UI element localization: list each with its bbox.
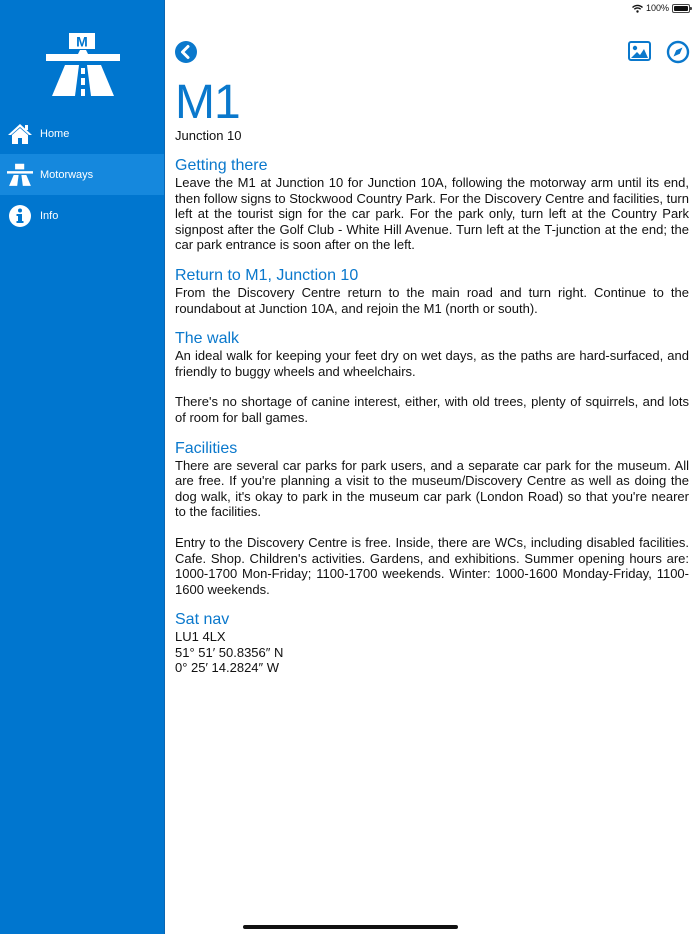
info-icon xyxy=(7,203,33,229)
gallery-button[interactable] xyxy=(628,41,651,66)
motorway-icon xyxy=(7,162,33,188)
battery-percent: 100% xyxy=(645,3,669,13)
chevron-left-icon xyxy=(174,40,198,64)
section-paragraph: An ideal walk for keeping your feet dry on wet days, as the paths are hard-surfaced, and friendly to buggy wheels and wheelchairs. xyxy=(175,348,689,379)
main-content xyxy=(175,78,689,676)
section-paragraph: From the Discovery Centre return to the main road and turn right. Continue to the roundabout at Junction 10A, and rejoin the M1 (north or south). xyxy=(175,284,689,316)
map-button[interactable] xyxy=(666,40,690,69)
section-paragraph: There's no shortage of canine interest, either, with old trees, plenty of squirrels, and lots of room for ball games. xyxy=(175,394,689,425)
sidebar-item-home[interactable] xyxy=(0,113,164,154)
sidebar-item-label: Motorways xyxy=(40,168,94,181)
section-paragraph: Leave the M1 at Junction 10 for Junction 10A, following the motorway arm until its end, then follow signs to Stockwood Country Park. For the Discovery Centre and facilities, turn left at the tourist sign for the car park. For the park only, turn left at the Country Park signpost after the Golf Club - White Hill Avenue. Turn left at the T-junction at the end; the car park entrance is soon after on the left. xyxy=(175,175,689,253)
svg-text:M: M xyxy=(76,33,88,50)
page-subtitle: Junction 10 xyxy=(175,128,242,143)
sidebar-item-motorways[interactable] xyxy=(0,154,164,195)
house-icon xyxy=(7,121,33,147)
section-heading: Facilities xyxy=(175,439,238,457)
satnav-postcode: LU1 4LX xyxy=(175,629,226,645)
satnav-longitude: 0° 25′ 14.2824″ W xyxy=(175,660,280,676)
section-paragraph: Entry to the Discovery Centre is free. Inside, there are WCs, including disabled facilities. Cafe. Shop. Children's activities. Gardens, and exhibitions. Summer opening hours are: 1000-1700 Mon-Friday; 1100-1700 weekends. Winter: 1000-1600 Monday-Friday, 1100-1600 weekends. xyxy=(175,534,689,597)
image-icon xyxy=(628,41,651,61)
back-button[interactable] xyxy=(174,40,198,69)
section-heading: Return to M1, Junction 10 xyxy=(175,266,359,284)
section-heading: The walk xyxy=(175,330,240,348)
page-title: M1 xyxy=(175,76,240,129)
satnav-latitude: 51° 51′ 50.8356″ N xyxy=(175,644,284,660)
section-paragraph: There are several car parks for park users, and a separate car park for the museum. All are free. If you're planning a visit to the museum/Discovery Centre as well as doing the dog walk, it's okay to park in the museum car park (London Road) so that you're nearer to the facilities. xyxy=(175,457,689,520)
sidebar-item-label: Info xyxy=(40,209,59,222)
home-indicator[interactable] xyxy=(243,925,458,929)
sidebar-nav xyxy=(0,113,164,236)
sidebar xyxy=(0,0,164,934)
sidebar-item-info[interactable] xyxy=(0,195,164,236)
sidebar-divider xyxy=(164,0,165,934)
sidebar-item-label: Home xyxy=(40,127,70,140)
compass-icon xyxy=(666,40,690,64)
section-heading: Getting there xyxy=(175,157,268,174)
satnav-heading: Sat nav xyxy=(175,611,230,629)
motorway-sign-icon xyxy=(46,32,120,103)
